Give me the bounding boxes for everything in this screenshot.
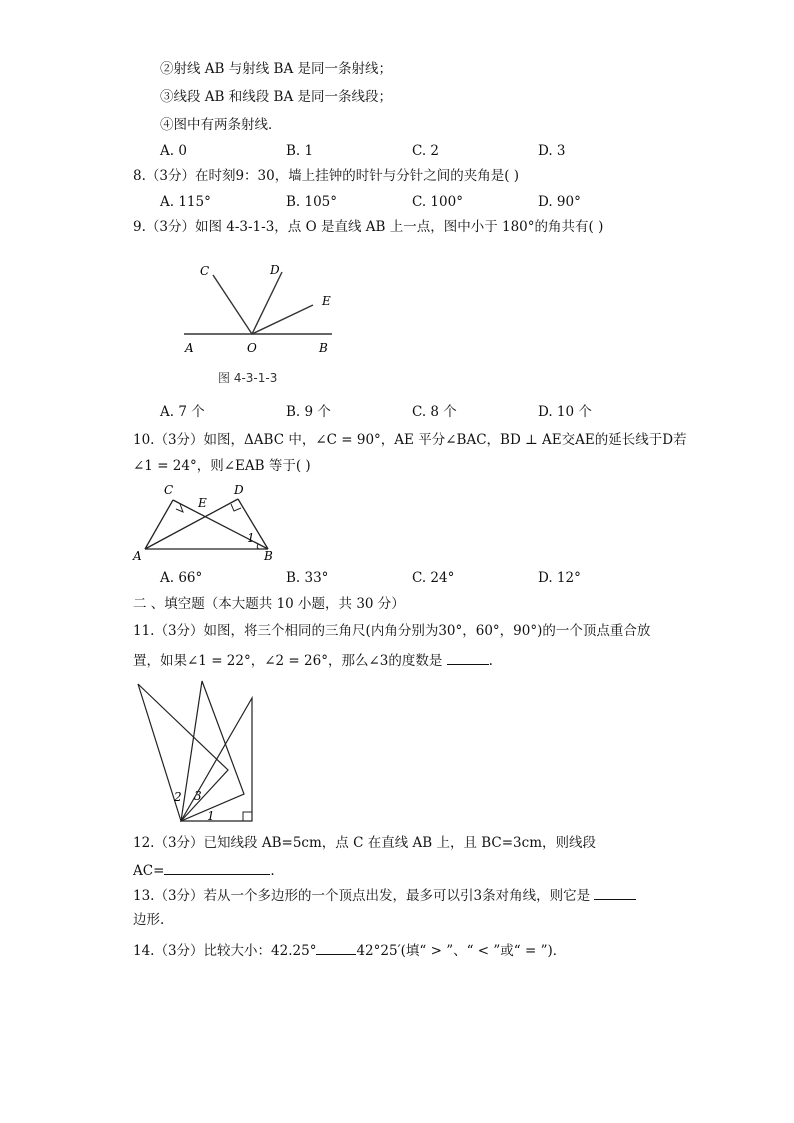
q11-figure — [130, 675, 260, 825]
q13-stem-line2: 边形. — [133, 912, 165, 928]
label-e: E — [322, 294, 331, 308]
label-o: O — [247, 341, 257, 355]
label-d: D — [270, 263, 280, 277]
label-d: D — [234, 483, 244, 497]
q12-stem-line1: 12.（3分）已知线段 AB=5cm，点 C 在直线 AB 上，且 BC=3cm，则线段 — [133, 835, 597, 851]
ray-od — [252, 272, 282, 334]
figure-caption: 图 4-3-1-3 — [218, 371, 278, 385]
q10-option-c: C. 24° — [412, 570, 455, 586]
q12-stem-text: AC= — [133, 863, 165, 879]
label-3: 3 — [194, 789, 202, 803]
ray-oc — [213, 275, 252, 334]
q14-stem-start: 14.（3分）比较大小：42.25° — [133, 943, 317, 959]
ray-oe — [252, 305, 313, 334]
q8-option-d: D. 90° — [538, 194, 581, 210]
q9-option-a: A. 7 个 — [160, 404, 205, 420]
q14-stem-end: 42°25′(填“ > ”、“ < ”或“ = ”)． — [356, 943, 567, 959]
q9-figure — [170, 255, 350, 390]
q14-stem — [133, 940, 566, 960]
q12-stem-end: . — [270, 863, 275, 879]
q10-option-d: D. 12° — [538, 570, 581, 586]
q9-option-d: D. 10 个 — [538, 404, 592, 420]
q7-item-3: ③线段 AB 和线段 BA 是同一条线段； — [160, 89, 393, 105]
q7-option-d: D. 3 — [538, 143, 566, 159]
q13-answer-blank[interactable] — [594, 885, 636, 900]
label-1: 1 — [207, 809, 215, 823]
label-c: C — [200, 264, 210, 278]
q11-stem-line1: 11.（3分）如图，将三个相同的三角尺(内角分别为30°，60°，90°)的一个顶点重合放 — [133, 623, 651, 639]
q8-stem: 8.（3分）在时刻9：30，墙上挂钟的时针与分针之间的夹角是( ) — [133, 168, 520, 184]
q8-option-b: B. 105° — [286, 194, 338, 210]
label-a: A — [185, 341, 194, 355]
q11-answer-blank[interactable] — [447, 650, 489, 665]
q7-option-a: A. 0 — [160, 143, 187, 159]
q9-option-c: C. 8 个 — [412, 404, 457, 420]
q13-stem-text: 13.（3分）若从一个多边形的一个顶点出发，最多可以引3条对角线，则它是 — [133, 888, 591, 904]
q10-figure — [130, 480, 280, 565]
q10-stem-line2: ∠1 = 24°，则∠EAB 等于( ) — [133, 458, 311, 474]
q12-stem-line2 — [133, 860, 275, 880]
q10-stem-line1: 10.（3分）如图，ΔABC 中，∠C = 90°，AE 平分∠BAC，BD ⊥ AE交AE的延长线于D若 — [133, 432, 687, 448]
q7-option-c: C. 2 — [412, 143, 440, 159]
label-1: 1 — [247, 531, 255, 545]
q14-answer-blank[interactable] — [316, 940, 356, 955]
q9-option-b: B. 9 个 — [286, 404, 331, 420]
q7-option-b: B. 1 — [286, 143, 314, 159]
label-a: A — [133, 549, 142, 563]
q12-answer-blank[interactable] — [164, 860, 270, 875]
q11-stem-text: 置，如果∠1 = 22°，∠2 = 26°，那么∠3的度数是 — [133, 653, 443, 669]
q10-option-b: B. 33° — [286, 570, 329, 586]
q8-option-a: A. 115° — [160, 194, 211, 210]
q10-option-a: A. 66° — [160, 570, 203, 586]
q8-option-c: C. 100° — [412, 194, 463, 210]
label-e: E — [198, 496, 207, 510]
section-2-heading: 二 、填空题（本大题共 10 小题，共 30 分） — [133, 596, 405, 612]
q11-stem-line2 — [133, 650, 493, 670]
q13-stem-line1 — [133, 885, 636, 905]
label-b: B — [319, 341, 328, 355]
q11-stem-end: . — [488, 653, 493, 669]
q9-stem: 9.（3分）如图 4-3-1-3，点 O 是直线 AB 上一点，图中小于 180°的角共有( ) — [133, 219, 604, 235]
q7-item-4: ④图中有两条射线． — [160, 117, 282, 133]
label-2: 2 — [174, 790, 182, 804]
label-b: B — [264, 549, 273, 563]
label-c: C — [164, 483, 174, 497]
q7-item-2: ②射线 AB 与射线 BA 是同一条射线； — [160, 61, 393, 77]
